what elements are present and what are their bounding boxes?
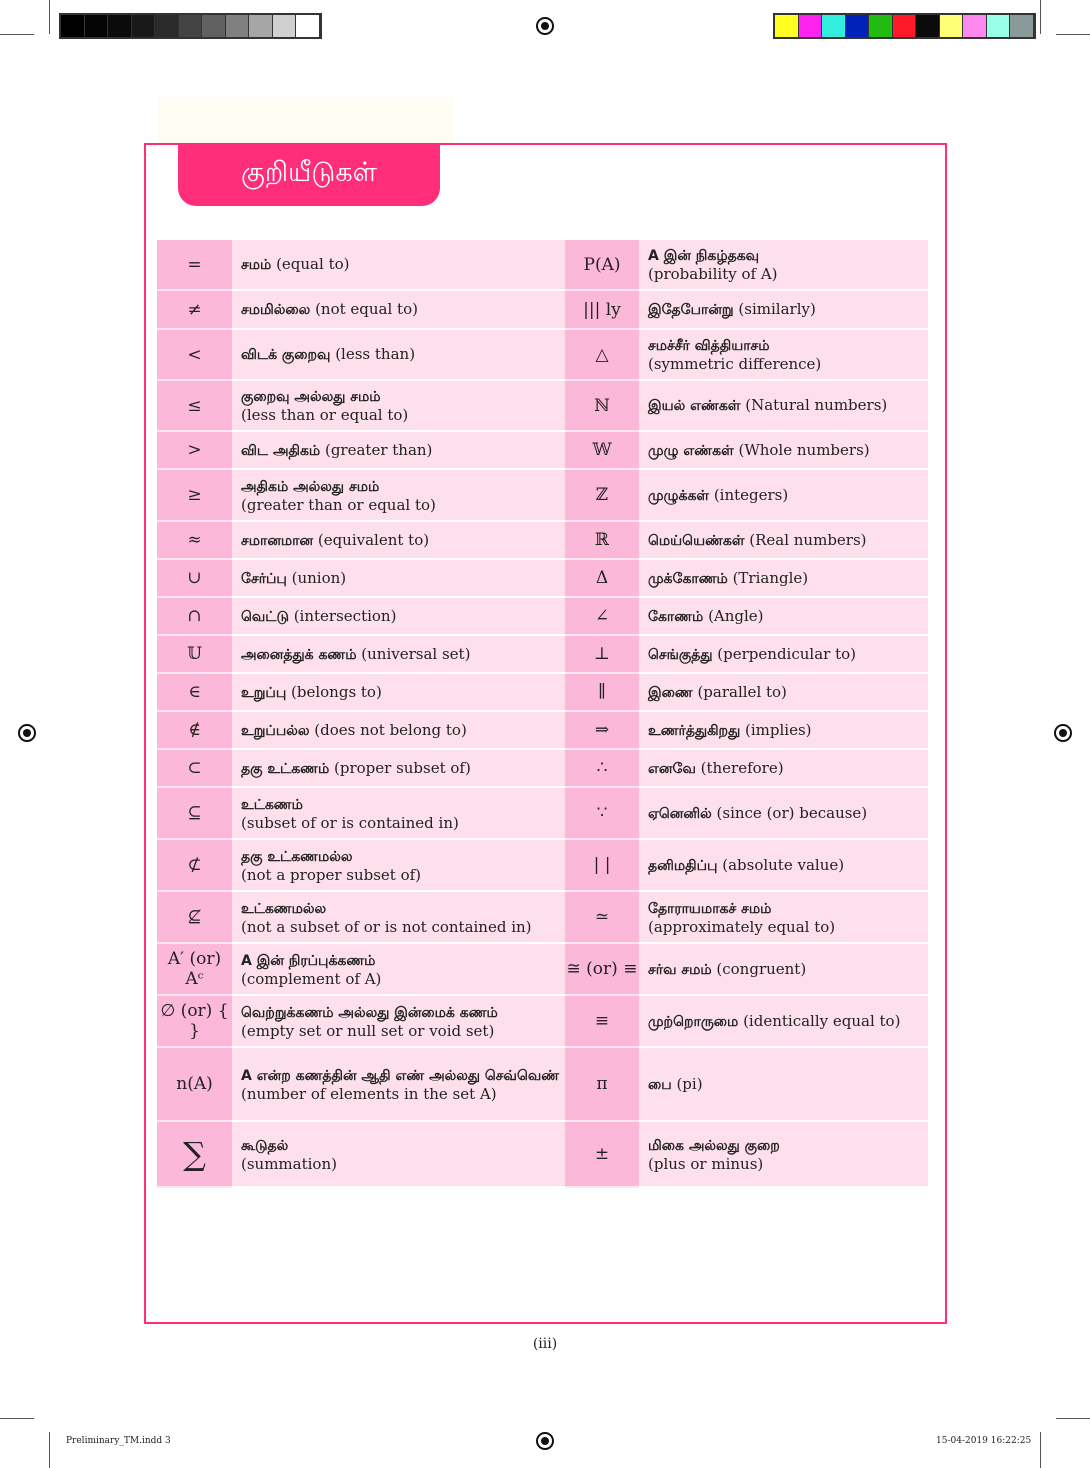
english-meaning: (belongs to) <box>286 682 382 701</box>
crop-mark <box>1056 1418 1090 1419</box>
english-meaning: (integers) <box>709 485 789 504</box>
gray-calibration-strip <box>59 13 322 39</box>
tamil-meaning: இணை <box>648 684 693 701</box>
english-meaning: (number of elements in the set A) <box>241 1084 497 1103</box>
symbol-cell: ℝ <box>565 522 639 560</box>
tamil-meaning: விடக் குறைவு <box>241 347 331 363</box>
tamil-meaning: முக்கோணம் <box>648 570 728 587</box>
english-meaning: (therefore) <box>695 758 784 777</box>
calibration-swatch <box>822 15 846 37</box>
tamil-meaning: உறுப்பல்ல <box>241 722 310 739</box>
meaning-cell <box>639 1122 928 1188</box>
english-meaning: (symmetric difference) <box>648 355 822 373</box>
meaning-cell <box>232 712 565 750</box>
meaning-cell <box>232 750 565 788</box>
symbol-cell: > <box>157 432 232 470</box>
english-meaning: (not a subset of or is not contained in) <box>241 917 532 936</box>
english-meaning: (proper subset of) <box>329 758 471 777</box>
english-meaning: (Whole numbers) <box>733 440 870 459</box>
calibration-swatch <box>987 15 1011 37</box>
symbol-cell: ± <box>565 1122 639 1188</box>
tamil-meaning: சமச்சீர் வித்தியாசம் <box>648 338 770 354</box>
tamil-meaning: செங்குத்து <box>648 646 713 663</box>
crop-mark <box>1040 1432 1041 1468</box>
symbol-cell: ∑ <box>157 1122 232 1188</box>
meaning-line <box>648 1075 928 1094</box>
calibration-swatch <box>775 15 799 37</box>
english-meaning: (pi) <box>671 1074 703 1093</box>
meaning-cell <box>232 674 565 712</box>
meaning-line <box>648 396 928 415</box>
symbol-cell: ℕ <box>565 381 639 432</box>
calibration-swatch <box>940 15 964 37</box>
symbol-cell: π <box>565 1048 639 1122</box>
meaning-line <box>648 804 928 823</box>
crop-mark <box>1040 0 1041 34</box>
tamil-meaning: உணர்த்துகிறது <box>648 722 741 739</box>
meaning-line <box>648 531 928 550</box>
tamil-meaning: ஏனெனில் <box>648 805 712 822</box>
symbol-cell: A′ (or) Aᶜ <box>157 944 232 996</box>
english-meaning: (empty set or null set or void set) <box>241 1021 495 1040</box>
english-meaning: (probability of A) <box>648 265 778 283</box>
meaning-cell <box>232 330 565 381</box>
meaning-line <box>648 607 928 626</box>
meaning-cell <box>232 636 565 674</box>
english-meaning: (summation) <box>241 1154 337 1173</box>
tamil-meaning: குறைவு அல்லது சமம் <box>241 389 381 405</box>
english-meaning: (perpendicular to) <box>712 644 856 663</box>
crop-mark <box>49 1432 50 1468</box>
english-meaning: (greater than or equal to) <box>241 495 436 514</box>
symbol-cell: ≤ <box>157 381 232 432</box>
tamil-meaning: சமம் <box>241 257 272 273</box>
meaning-cell <box>232 892 565 944</box>
meaning-cell <box>639 291 928 330</box>
tamil-meaning: A என்ற கணத்தின் ஆதி எண் அல்லது செவ்வெண் <box>241 1067 560 1084</box>
meaning-line <box>241 721 565 740</box>
symbol-cell: ∪ <box>157 560 232 598</box>
crop-mark <box>49 0 50 34</box>
tamil-meaning: முழு எண்கள் <box>648 442 734 459</box>
tamil-meaning: கூடுதல் <box>241 1137 289 1154</box>
calibration-swatch <box>155 15 179 37</box>
english-meaning: (subset of or is contained in) <box>241 813 459 832</box>
english-meaning: (intersection) <box>288 606 397 625</box>
meaning-line <box>241 300 565 319</box>
tamil-meaning: அனைத்துக் கணம் <box>241 646 357 663</box>
tamil-meaning: வெற்றுக்கணம் அல்லது இன்மைக் கணம் <box>241 1004 498 1021</box>
tamil-meaning: சமமில்லை <box>241 302 311 318</box>
meaning-line <box>648 960 928 979</box>
meaning-line <box>648 899 928 918</box>
calibration-swatch <box>846 15 870 37</box>
tamil-meaning: தோராயமாகச் சமம் <box>648 900 772 917</box>
meaning-cell <box>639 1048 928 1122</box>
meaning-line <box>241 441 565 460</box>
english-meaning: (less than or equal to) <box>241 406 409 424</box>
meaning-cell <box>639 892 928 944</box>
meaning-line <box>241 569 565 588</box>
meaning-line <box>648 721 928 740</box>
meaning-line <box>241 1066 565 1085</box>
meaning-cell <box>232 240 565 291</box>
tamil-meaning: வெட்டு <box>241 608 289 625</box>
calibration-swatch <box>296 15 320 37</box>
symbol-cell: ≈ <box>157 522 232 560</box>
symbol-cell: 𝕎 <box>565 432 639 470</box>
meaning-line <box>648 645 928 664</box>
footer-timestamp: 15-04-2019 16:22:25 <box>936 1436 1032 1446</box>
meaning-line <box>648 486 928 505</box>
meaning-line <box>241 345 565 364</box>
symbol-cell: ≡ <box>565 996 639 1048</box>
meaning-cell <box>232 996 565 1048</box>
tamil-meaning: சேர்ப்பு <box>241 570 287 587</box>
crop-mark <box>0 1418 34 1419</box>
symbol-cell: ⊥ <box>565 636 639 674</box>
registration-mark-icon <box>18 724 36 742</box>
calibration-swatch <box>108 15 132 37</box>
tamil-meaning: முற்றொருமை <box>648 1013 739 1030</box>
calibration-swatch <box>85 15 109 37</box>
meaning-cell <box>232 598 565 636</box>
symbol-cell: n(A) <box>157 1048 232 1122</box>
meaning-line <box>241 531 565 550</box>
english-meaning: (not equal to) <box>310 300 418 318</box>
meaning-cell <box>232 840 565 892</box>
meaning-cell <box>639 598 928 636</box>
english-meaning: (complement of A) <box>241 969 382 988</box>
calibration-swatch <box>249 15 273 37</box>
meaning-cell <box>232 1048 565 1122</box>
english-meaning: (Triangle) <box>727 568 809 587</box>
meaning-line <box>241 387 565 406</box>
meaning-line <box>648 246 928 265</box>
tamil-meaning: உட்கணம் <box>241 796 303 813</box>
symbol-cell: ⊄ <box>157 840 232 892</box>
english-meaning: (since (or) because) <box>711 803 868 822</box>
english-meaning: (universal set) <box>356 644 471 663</box>
english-meaning: (congruent) <box>711 959 807 978</box>
english-meaning: (does not belong to) <box>309 720 467 739</box>
page-number: (iii) <box>532 1336 558 1352</box>
calibration-swatch <box>273 15 297 37</box>
tamil-meaning: விட அதிகம் <box>241 442 321 459</box>
calibration-swatch <box>61 15 85 37</box>
tamil-meaning: மிகை அல்லது குறை <box>648 1137 780 1154</box>
meaning-line <box>241 607 565 626</box>
meaning-cell <box>232 381 565 432</box>
symbol-cell: ℤ <box>565 470 639 522</box>
meaning-cell <box>639 470 928 522</box>
meaning-line <box>648 441 928 460</box>
symbol-cell: 𝕌 <box>157 636 232 674</box>
meaning-line <box>241 477 565 496</box>
meaning-line <box>241 683 565 702</box>
english-meaning: (Natural numbers) <box>740 396 888 414</box>
header-shade <box>157 97 453 143</box>
symbol-cell: | | <box>565 840 639 892</box>
symbol-cell: ≥ <box>157 470 232 522</box>
english-meaning: (approximately equal to) <box>648 917 836 936</box>
english-meaning: (union) <box>286 568 347 587</box>
color-calibration-strip <box>773 13 1036 39</box>
symbol-cell: ||| ly <box>565 291 639 330</box>
calibration-swatch <box>799 15 823 37</box>
page-title: குறியீடுகள் <box>178 143 440 206</box>
meaning-line <box>241 847 565 866</box>
symbol-cell: P(A) <box>565 240 639 291</box>
meaning-cell <box>639 674 928 712</box>
calibration-swatch <box>1010 15 1034 37</box>
meaning-line <box>241 899 565 918</box>
calibration-swatch <box>226 15 250 37</box>
tamil-meaning: தகு உட்கணம் <box>241 760 330 777</box>
symbol-cell: ∴ <box>565 750 639 788</box>
calibration-swatch <box>869 15 893 37</box>
calibration-swatch <box>893 15 917 37</box>
tamil-meaning: இதேபோன்று <box>648 302 734 318</box>
meaning-cell <box>232 522 565 560</box>
meaning-cell <box>639 996 928 1048</box>
english-meaning: (equivalent to) <box>313 530 430 549</box>
meaning-cell <box>639 330 928 381</box>
tamil-meaning: எனவே <box>648 760 696 777</box>
symbol-cell: ∈ <box>157 674 232 712</box>
english-meaning: (Real numbers) <box>744 530 867 549</box>
tamil-meaning: A இன் நிகழ்தகவு <box>648 248 760 264</box>
english-meaning: (absolute value) <box>717 855 845 874</box>
meaning-line <box>241 645 565 664</box>
meaning-cell <box>639 381 928 432</box>
meaning-cell <box>639 432 928 470</box>
tamil-meaning: சமானமான <box>241 532 314 549</box>
english-meaning: (parallel to) <box>692 682 787 701</box>
meaning-line <box>241 759 565 778</box>
symbol-cell: ∥ <box>565 674 639 712</box>
calibration-swatch <box>963 15 987 37</box>
meaning-cell <box>639 788 928 840</box>
calibration-swatch <box>132 15 156 37</box>
meaning-line <box>648 683 928 702</box>
footer-filename: Preliminary_TM.indd 3 <box>66 1436 171 1446</box>
symbols-table <box>157 240 928 1188</box>
meaning-cell <box>232 1122 565 1188</box>
english-meaning: (plus or minus) <box>648 1154 764 1173</box>
tamil-meaning: தனிமதிப்பு <box>648 857 718 874</box>
meaning-cell <box>232 470 565 522</box>
tamil-meaning: உட்கணமல்ல <box>241 900 327 917</box>
crop-mark <box>1056 34 1090 35</box>
tamil-meaning: பை <box>648 1076 672 1093</box>
meaning-line <box>241 795 565 814</box>
registration-mark-icon <box>536 17 554 35</box>
tamil-meaning: அதிகம் அல்லது சமம் <box>241 478 380 495</box>
calibration-swatch <box>179 15 203 37</box>
meaning-cell <box>639 240 928 291</box>
english-meaning: (implies) <box>740 720 812 739</box>
meaning-cell <box>232 432 565 470</box>
meaning-cell <box>639 712 928 750</box>
english-meaning: (less than) <box>330 345 416 363</box>
symbol-cell: ∅ (or) { } <box>157 996 232 1048</box>
symbol-cell: ⇒ <box>565 712 639 750</box>
english-meaning: (Angle) <box>703 606 764 625</box>
meaning-cell <box>639 944 928 996</box>
calibration-swatch <box>916 15 940 37</box>
tamil-meaning: தகு உட்கணமல்ல <box>241 848 353 865</box>
meaning-cell <box>639 560 928 598</box>
meaning-cell <box>232 944 565 996</box>
tamil-meaning: முழுக்கள் <box>648 487 710 504</box>
english-meaning: (equal to) <box>271 255 350 273</box>
tamil-meaning: உறுப்பு <box>241 684 287 701</box>
meaning-line <box>648 569 928 588</box>
meaning-line <box>241 1136 565 1155</box>
meaning-line <box>241 255 565 274</box>
meaning-line <box>241 1003 565 1022</box>
symbol-cell: ≅ (or) ≡ <box>565 944 639 996</box>
registration-mark-icon <box>1054 724 1072 742</box>
tamil-meaning: மெய்யெண்கள் <box>648 532 745 549</box>
meaning-line <box>648 759 928 778</box>
meaning-cell <box>639 636 928 674</box>
meaning-cell <box>232 291 565 330</box>
symbol-cell: ≠ <box>157 291 232 330</box>
crop-mark <box>0 34 34 35</box>
tamil-meaning: இயல் எண்கள் <box>648 398 741 414</box>
meaning-cell <box>232 788 565 840</box>
tamil-meaning: சர்வ சமம் <box>648 961 712 978</box>
meaning-line <box>648 1012 928 1031</box>
symbol-cell: Δ <box>565 560 639 598</box>
english-meaning: (not a proper subset of) <box>241 865 422 884</box>
meaning-cell <box>639 522 928 560</box>
tamil-meaning: கோணம் <box>648 608 704 625</box>
symbol-cell: ∠ <box>565 598 639 636</box>
meaning-line <box>648 1136 928 1155</box>
meaning-cell <box>639 750 928 788</box>
symbol-cell: ∩ <box>157 598 232 636</box>
symbol-cell: ⊂ <box>157 750 232 788</box>
symbol-cell: ⊈ <box>157 892 232 944</box>
symbol-cell: ⊆ <box>157 788 232 840</box>
symbol-cell: △ <box>565 330 639 381</box>
meaning-line <box>241 951 565 970</box>
symbol-cell: < <box>157 330 232 381</box>
meaning-line <box>648 856 928 875</box>
english-meaning: (similarly) <box>733 300 816 318</box>
tamil-meaning: A இன் நிரப்புக்கணம் <box>241 952 376 969</box>
meaning-line <box>648 300 928 319</box>
english-meaning: (identically equal to) <box>738 1011 901 1030</box>
calibration-swatch <box>202 15 226 37</box>
symbol-cell: ≃ <box>565 892 639 944</box>
meaning-line <box>648 336 928 355</box>
meaning-cell <box>639 840 928 892</box>
english-meaning: (greater than) <box>320 440 433 459</box>
symbol-cell: ∵ <box>565 788 639 840</box>
symbol-cell: = <box>157 240 232 291</box>
meaning-cell <box>232 560 565 598</box>
symbol-cell: ∉ <box>157 712 232 750</box>
registration-mark-icon <box>536 1432 554 1450</box>
